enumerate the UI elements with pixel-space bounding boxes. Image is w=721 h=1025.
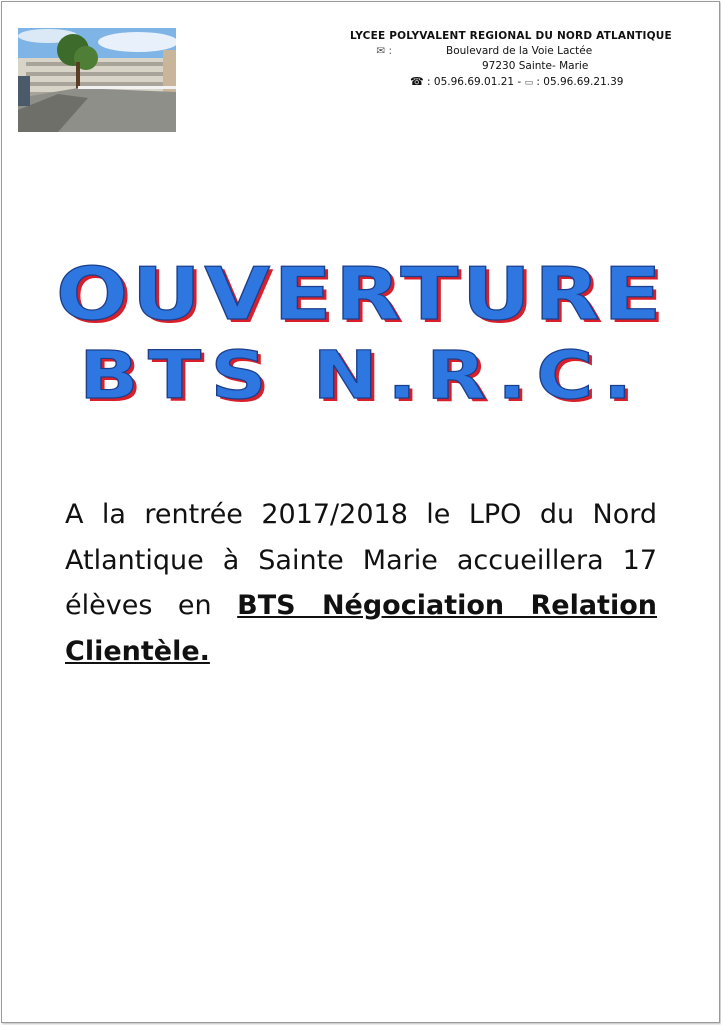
address-line-2: 97230 Sainte- Marie [482, 60, 589, 72]
envelope-icon: ✉ : [376, 45, 392, 57]
fax-icon: ▭ [524, 78, 534, 88]
phone-icon: ☎ [410, 75, 424, 88]
address-row [332, 44, 707, 59]
announcement-text: A la rentrée 2017/2018 le LPO du Nord Atlantique à Sainte Marie accueillera 17 élèves en [65, 499, 657, 621]
contact-row [332, 74, 707, 91]
fax-number: : 05.96.69.21.39 [536, 76, 624, 88]
announcement-paragraph [65, 492, 657, 674]
school-header [332, 29, 707, 91]
title-line-2: BTS N.R.C. [79, 337, 642, 414]
title-line-1: OUVERTURE [56, 252, 665, 336]
school-name: LYCEE POLYVALENT REGIONAL DU NORD ATLANTIQUE [350, 30, 672, 42]
document-page [1, 1, 720, 1023]
address-line-1: Boulevard de la Voie Lactée [446, 45, 593, 57]
school-photo [18, 28, 176, 132]
phone-number: : 05.96.69.01.21 - [427, 76, 522, 88]
program-name: BTS Négociation Relation Clientèle. [65, 590, 657, 667]
